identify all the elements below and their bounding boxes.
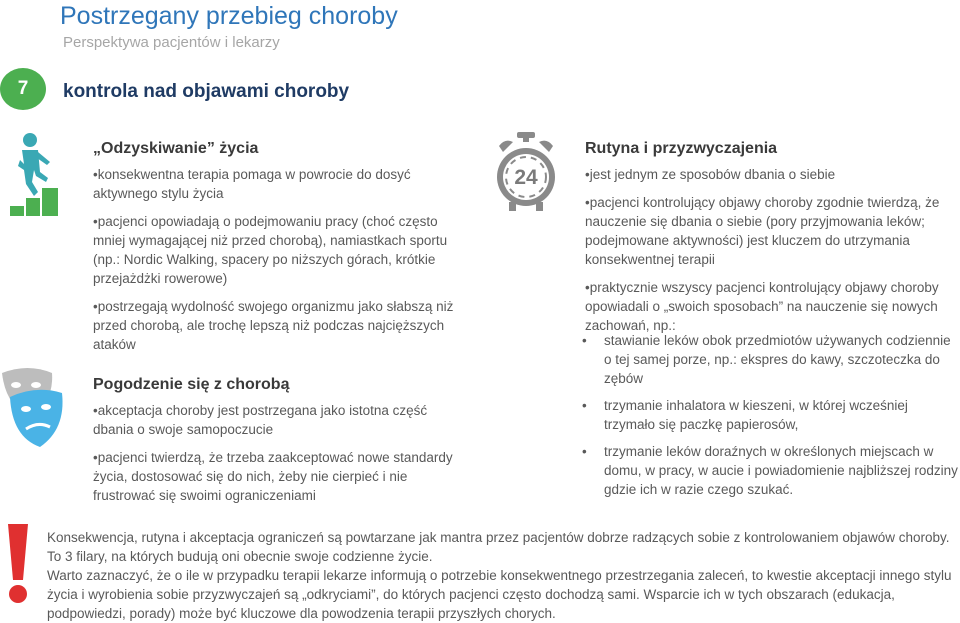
list-item: • stawianie leków obok przedmiotów używanych codziennie o tej samej porze, np.: ekspres do kawy, szczoteczka do zębów xyxy=(582,333,951,386)
block2-heading: Pogodzenie się z chorobą xyxy=(93,376,290,393)
exclamation-icon xyxy=(4,522,32,606)
page-title: Postrzegany przebieg choroby xyxy=(60,2,398,30)
list-item: • trzymanie inhalatora w kieszeni, w której wcześniej trzymało się paczkę papierosów, xyxy=(582,398,908,432)
list-item: •pacjenci kontrolujący objawy choroby zgodnie twierdzą, że nauczenie się dbania o siebie (pory przyjmowania leków; podejmowane aktywności) jest kluczem do utrzymania konsekwentnej terapii xyxy=(585,195,940,267)
list-item: •jest jednym ze sposobów dbania o siebie xyxy=(585,167,836,182)
list-item: •postrzegają wydolność swojego organizmu jako słabszą niż przed chorobą, ale trochę lepszą niż podczas najcięższych ataków xyxy=(93,299,454,352)
right-heading: Rutyna i przyzwyczajenia xyxy=(585,140,778,157)
clock-label: 24 xyxy=(514,166,538,189)
page-subtitle: Perspektywa pacjentów i lekarzy xyxy=(63,34,280,51)
right-bullets xyxy=(585,165,955,344)
block1-bullets xyxy=(93,165,473,363)
bottom-summary xyxy=(47,528,957,623)
theater-masks-icon xyxy=(0,367,66,453)
list-item: •akceptacja choroby jest postrzegana jako istotna część dbania o swoje samopoczucie xyxy=(93,403,428,437)
climbing-stairs-person-icon xyxy=(8,130,64,218)
list-item: • trzymanie leków doraźnych w określonych miejscach w domu, w pracy, w aucie i powiadomienie najbliższej rodziny gdzie ich w razie czego szukać. xyxy=(582,444,958,497)
list-item: •konsekwentna terapia pomaga w powrocie do dosyć aktywnego stylu życia xyxy=(93,167,411,201)
right-subbullets xyxy=(582,331,959,507)
section-number-badge: 7 xyxy=(0,68,46,110)
summary-line: Warto zaznaczyć, że o ile w przypadku terapii lekarze informują o potrzebie konsekwentnego przestrzegania zaleceń, to kwestie akceptacji innego stylu życia i wyrobienia sobie przyzwyczajeń są „odkryciami”, do których pacjenci często dochodzą sami. Wsparcie ich w tych obszarach (edukacja, podpowiedzi, porady) może być kluczowe dla powodzenia terapii przyszłych chorych. xyxy=(47,568,952,621)
summary-line: Konsekwencja, rutyna i akceptacja ograniczeń są powtarzane jak mantra przez pacjentów dobrze radzących sobie z kontrolowaniem objawów choroby. To 3 filary, na których budują oni obecnie swoje codzienne życie. xyxy=(47,530,950,564)
alarm-clock-icon xyxy=(495,130,557,212)
block1-heading: „Odzyskiwanie” życia xyxy=(93,140,259,157)
section-title: kontrola nad objawami choroby xyxy=(63,81,350,102)
block2-bullets xyxy=(93,401,463,514)
list-item: •pacjenci opowiadają o podejmowaniu pracy (choć często mniej wymagającej niż przed chorobą), namiastkach sportu (np.: Nordic Walking, spacery po niższych górach, krótkie przejażdżki rowerowe) xyxy=(93,214,448,286)
list-item: •pacjenci twierdzą, że trzeba zaakceptować nowe standardy życia, dostosować się do nich, żeby nie cierpieć i nie frustrować się swoimi ograniczeniami xyxy=(93,450,453,503)
list-item: •praktycznie wszyscy pacjenci kontrolujący objawy choroby opowiadali o „swoich sposobach” na nauczenie się nowych zachowań, np.: xyxy=(585,280,939,333)
